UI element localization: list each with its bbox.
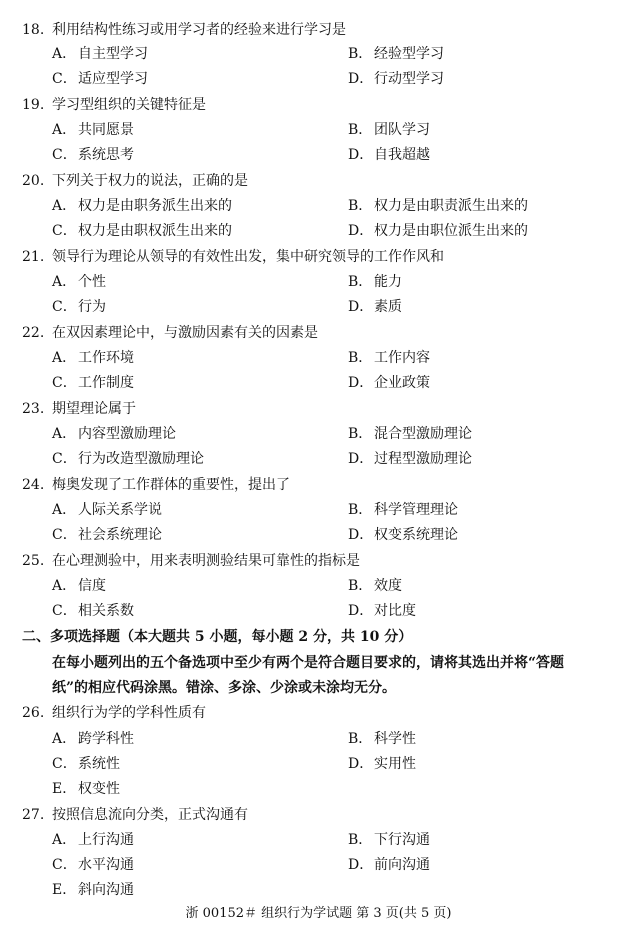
option-b: B． 经验型学习 <box>348 46 444 62</box>
option-a: A． 个性 <box>52 274 106 290</box>
question-number: 22. <box>22 325 45 341</box>
question-stem: 梅奥发现了工作群体的重要性，提出了 <box>52 477 290 493</box>
question-number: 24. <box>22 477 45 493</box>
option-e: E． 斜向沟通 <box>52 882 134 898</box>
option-d: D．行动型学习 <box>348 71 444 87</box>
option-c: C．适应型学习 <box>52 71 148 87</box>
option-d: D．权力是由职位派生出来的 <box>348 223 528 239</box>
option-b: B． 科学管理理论 <box>348 502 458 518</box>
question-stem: 领导行为理论从领导的有效性出发，集中研究领导的工作作风和 <box>52 249 444 265</box>
question-number: 25. <box>22 553 45 569</box>
option-c: C．工作制度 <box>52 375 134 391</box>
option-d: D．实用性 <box>348 756 416 772</box>
option-b: B． 混合型激励理论 <box>348 426 472 442</box>
option-b: B． 下行沟通 <box>348 832 430 848</box>
question-number: 26. <box>22 705 45 721</box>
option-b: B． 能力 <box>348 274 402 290</box>
question-stem: 利用结构性练习或用学习者的经验来进行学习是 <box>52 22 346 38</box>
option-c: C．权力是由职权派生出来的 <box>52 223 232 239</box>
option-a: A． 共同愿景 <box>52 122 134 138</box>
question-stem: 组织行为学的学科性质有 <box>52 705 206 721</box>
option-d: D．权变系统理论 <box>348 527 458 543</box>
option-b: B． 权力是由职责派生出来的 <box>348 198 528 214</box>
question-stem: 学习型组织的关键特征是 <box>52 97 206 113</box>
question-number: 19. <box>22 97 45 113</box>
question-number: 21. <box>22 249 45 265</box>
option-a: A． 人际关系学说 <box>52 502 162 518</box>
page-footer: 浙 00152＃ 组织行为学试题 第 3 页(共 5 页) <box>185 906 452 921</box>
option-a: A． 自主型学习 <box>52 46 148 62</box>
question-stem: 期望理论属于 <box>52 401 136 417</box>
option-a: A． 跨学科性 <box>52 731 134 747</box>
question-stem: 按照信息流向分类，正式沟通有 <box>52 807 248 823</box>
option-c: C．社会系统理论 <box>52 527 162 543</box>
question-stem: 下列关于权力的说法，正确的是 <box>52 173 248 189</box>
instruction-line: 在每小题列出的五个备选项中至少有两个是符合题目要求的，请将其选出并将“答题 <box>52 655 565 671</box>
option-c: C．系统性 <box>52 756 120 772</box>
question-number: 18. <box>22 22 45 38</box>
option-d: D．对比度 <box>348 603 416 619</box>
option-b: B． 效度 <box>348 578 402 594</box>
option-c: C．系统思考 <box>52 147 134 163</box>
option-a: A． 内容型激励理论 <box>52 426 176 442</box>
option-c: C．行为改造型激励理论 <box>52 451 204 467</box>
option-d: D．素质 <box>348 299 402 315</box>
section-title: 二、多项选择题（本大题共 5 小题，每小题 2 分，共 10 分） <box>22 629 413 645</box>
instruction-line: 纸”的相应代码涂黑。错涂、多涂、少涂或未涂均无分。 <box>52 680 397 696</box>
option-c: C．行为 <box>52 299 106 315</box>
question-number: 27. <box>22 807 45 823</box>
option-a: A． 工作环境 <box>52 350 134 366</box>
option-a: A． 权力是由职务派生出来的 <box>52 198 232 214</box>
option-c: C．水平沟通 <box>52 857 134 873</box>
option-d: D．企业政策 <box>348 375 430 391</box>
option-a: A． 上行沟通 <box>52 832 134 848</box>
question-number: 20. <box>22 173 45 189</box>
option-b: B． 团队学习 <box>348 122 430 138</box>
option-b: B． 工作内容 <box>348 350 430 366</box>
option-b: B． 科学性 <box>348 731 416 747</box>
option-d: D．前向沟通 <box>348 857 430 873</box>
option-e: E． 权变性 <box>52 781 120 797</box>
option-d: D．自我超越 <box>348 147 430 163</box>
question-stem: 在双因素理论中，与激励因素有关的因素是 <box>52 325 318 341</box>
question-number: 23. <box>22 401 45 417</box>
option-c: C．相关系数 <box>52 603 134 619</box>
option-a: A． 信度 <box>52 578 106 594</box>
option-d: D．过程型激励理论 <box>348 451 472 467</box>
question-stem: 在心理测验中，用来表明测验结果可靠性的指标是 <box>52 553 360 569</box>
